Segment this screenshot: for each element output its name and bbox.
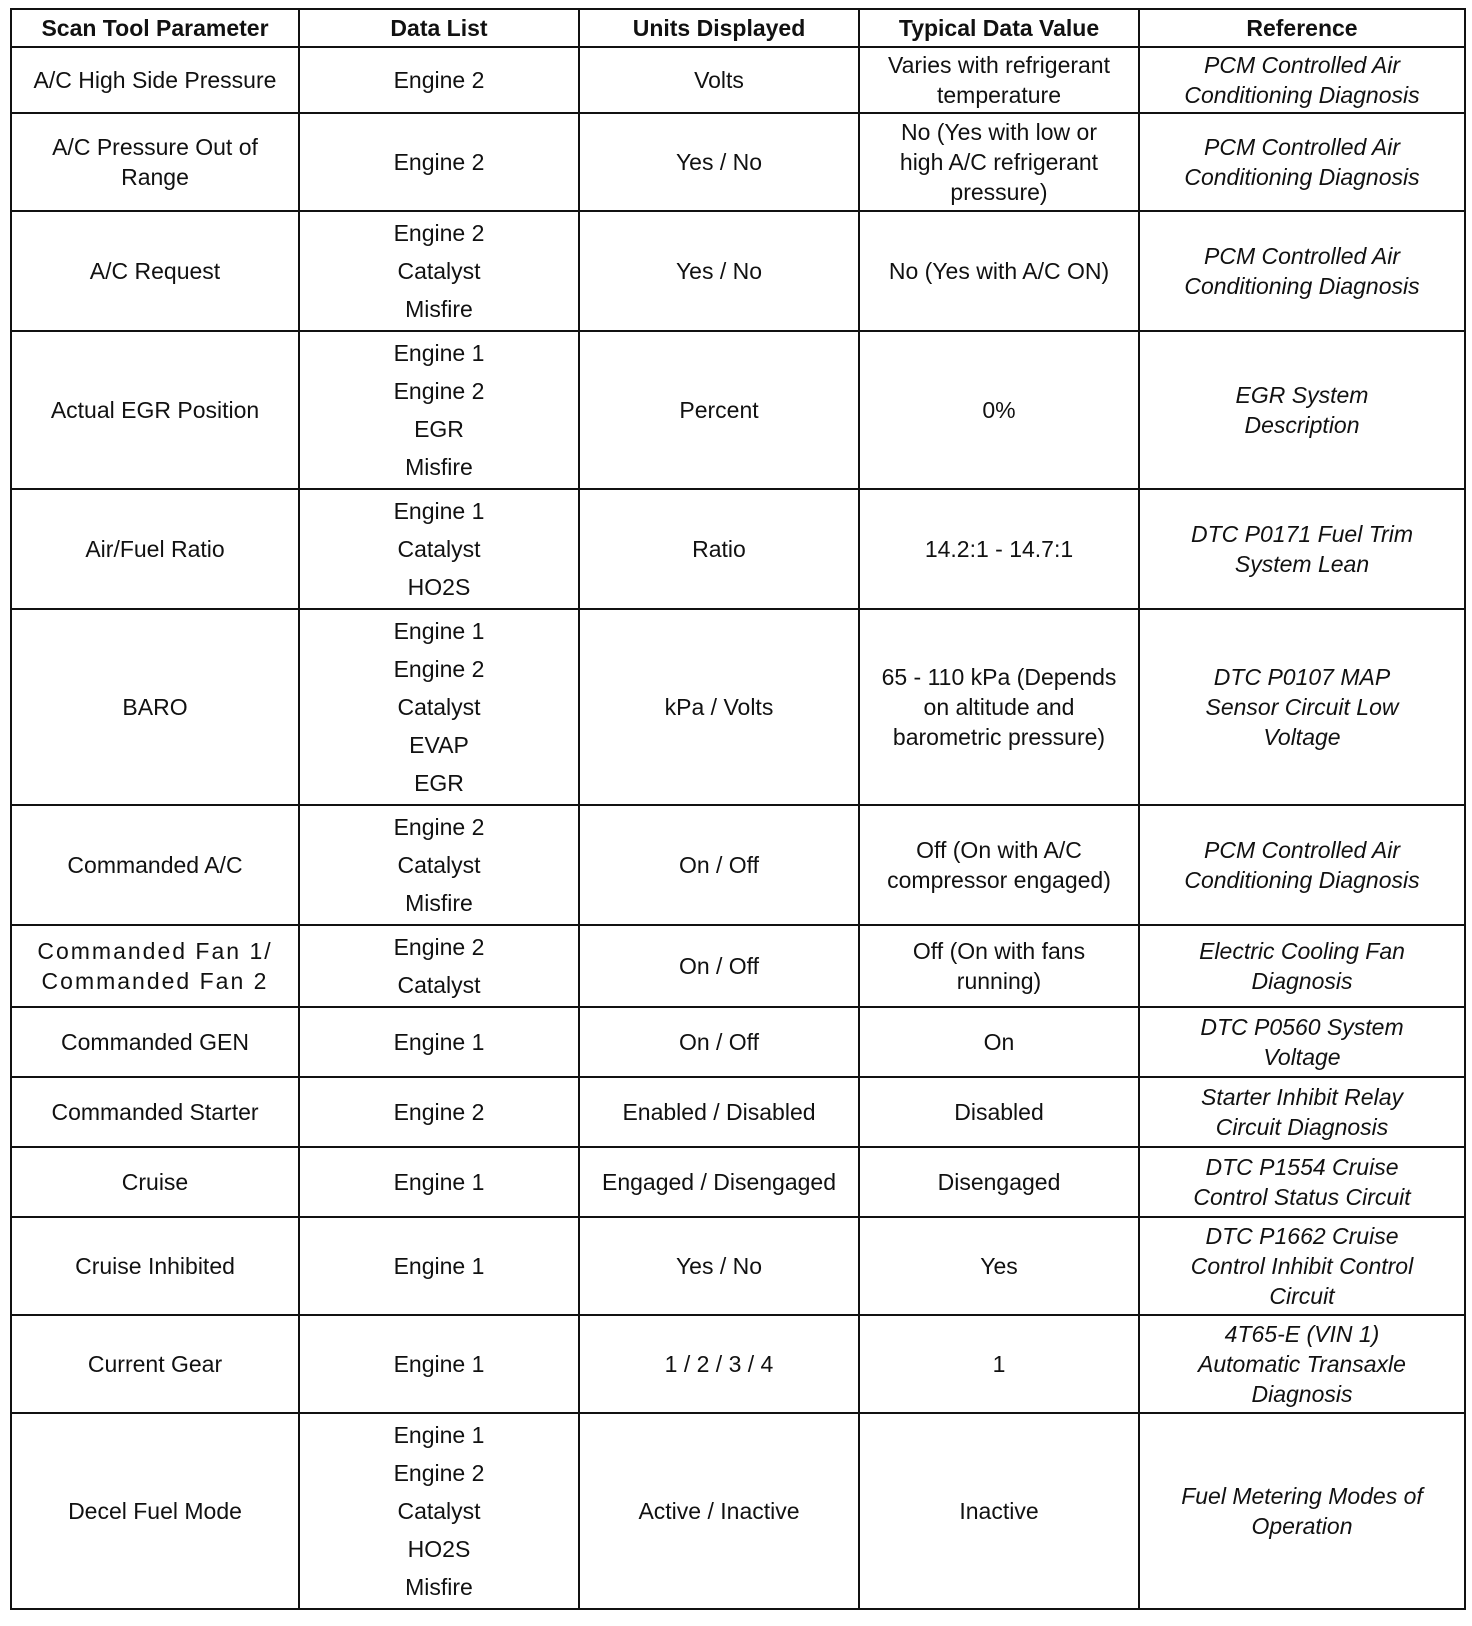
cell-typical-data-value — [859, 1077, 1139, 1147]
header-reference: Reference — [1139, 9, 1465, 47]
cell-scan-tool-parameter: Decel Fuel Mode — [11, 1413, 299, 1609]
reference-line: Diagnosis — [1251, 968, 1353, 994]
table-row — [11, 1217, 1465, 1315]
typical-value-line: Off (On with fans — [912, 938, 1086, 964]
cell-data-list — [299, 489, 579, 609]
data-list-entry: EGR — [414, 770, 464, 796]
cell-reference — [1139, 1217, 1465, 1315]
typical-value-line: 14.2:1 - 14.7:1 — [924, 536, 1074, 562]
reference-line: Fuel Metering Modes of — [1181, 1483, 1423, 1509]
scan-tool-data-table — [10, 8, 1466, 1610]
typical-value-line: temperature — [936, 82, 1061, 108]
cell-reference — [1139, 925, 1465, 1007]
cell-scan-tool-parameter: A/C Pressure Out of Range — [11, 113, 299, 211]
reference-line: DTC P0107 MAP — [1213, 664, 1391, 690]
cell-scan-tool-parameter: Commanded Starter — [11, 1077, 299, 1147]
table-row — [11, 331, 1465, 489]
cell-units-displayed: Ratio — [579, 489, 859, 609]
data-list-entry: Engine 2 — [393, 378, 485, 404]
typical-value-line: Yes — [980, 1253, 1018, 1279]
table-row — [11, 609, 1465, 805]
typical-value-line: compressor engaged) — [887, 867, 1111, 893]
reference-line: Electric Cooling Fan — [1199, 938, 1405, 964]
cell-typical-data-value — [859, 805, 1139, 925]
data-list-entry: Engine 1 — [393, 1029, 485, 1055]
table-row — [11, 113, 1465, 211]
cell-scan-tool-parameter: BARO — [11, 609, 299, 805]
data-list-entry: Engine 2 — [393, 934, 485, 960]
cell-scan-tool-parameter: Cruise Inhibited — [11, 1217, 299, 1315]
cell-units-displayed: Yes / No — [579, 1217, 859, 1315]
data-list-entry: Engine 2 — [393, 220, 485, 246]
reference-line: Circuit — [1269, 1283, 1335, 1309]
cell-typical-data-value — [859, 47, 1139, 113]
reference-line: EGR System — [1235, 382, 1369, 408]
cell-typical-data-value — [859, 1007, 1139, 1077]
reference-line: DTC P1554 Cruise — [1205, 1154, 1399, 1180]
header-units-displayed: Units Displayed — [579, 9, 859, 47]
data-list-entry: Engine 1 — [393, 1422, 485, 1448]
cell-data-list — [299, 1007, 579, 1077]
reference-line: Automatic Transaxle — [1198, 1351, 1406, 1377]
header-scan-tool-parameter: Scan Tool Parameter — [11, 9, 299, 47]
cell-reference — [1139, 1147, 1465, 1217]
reference-line: Conditioning Diagnosis — [1184, 273, 1420, 299]
cell-units-displayed: On / Off — [579, 925, 859, 1007]
cell-typical-data-value — [859, 1147, 1139, 1217]
cell-scan-tool-parameter: A/C Request — [11, 211, 299, 331]
typical-value-line: 0% — [982, 397, 1016, 423]
reference-line: Conditioning Diagnosis — [1184, 82, 1420, 108]
cell-typical-data-value — [859, 925, 1139, 1007]
data-list-entry: Catalyst — [397, 536, 481, 562]
cell-data-list — [299, 1147, 579, 1217]
cell-units-displayed: Enabled / Disabled — [579, 1077, 859, 1147]
reference-line: PCM Controlled Air — [1204, 52, 1400, 78]
table-row — [11, 1007, 1465, 1077]
typical-value-line: high A/C refrigerant — [899, 149, 1099, 175]
cell-reference — [1139, 1077, 1465, 1147]
data-list-entry: Engine 2 — [393, 149, 485, 175]
data-list-entry: Catalyst — [397, 1498, 481, 1524]
cell-units-displayed: On / Off — [579, 805, 859, 925]
data-list-entry: Catalyst — [397, 694, 481, 720]
typical-value-line: on altitude and — [923, 694, 1075, 720]
cell-reference — [1139, 47, 1465, 113]
data-list-entry: Catalyst — [397, 258, 481, 284]
reference-line: System Lean — [1234, 551, 1370, 577]
cell-reference — [1139, 609, 1465, 805]
reference-line: DTC P0560 System — [1200, 1014, 1404, 1040]
table-row — [11, 1315, 1465, 1413]
reference-line: Voltage — [1263, 724, 1341, 750]
table-row — [11, 925, 1465, 1007]
reference-line: Starter Inhibit Relay — [1201, 1084, 1403, 1110]
cell-data-list — [299, 331, 579, 489]
cell-reference — [1139, 1007, 1465, 1077]
typical-value-line: Inactive — [959, 1498, 1039, 1524]
cell-reference — [1139, 1315, 1465, 1413]
cell-typical-data-value — [859, 113, 1139, 211]
table-row — [11, 211, 1465, 331]
typical-value-line: Varies with refrigerant — [888, 52, 1110, 78]
table-row — [11, 805, 1465, 925]
cell-typical-data-value — [859, 609, 1139, 805]
cell-typical-data-value — [859, 1413, 1139, 1609]
cell-scan-tool-parameter: Cruise — [11, 1147, 299, 1217]
cell-typical-data-value — [859, 211, 1139, 331]
reference-line: Operation — [1251, 1513, 1353, 1539]
cell-units-displayed: Volts — [579, 47, 859, 113]
header-row — [11, 9, 1465, 47]
cell-scan-tool-parameter: Commanded A/C — [11, 805, 299, 925]
cell-units-displayed: Active / Inactive — [579, 1413, 859, 1609]
reference-line: PCM Controlled Air — [1204, 134, 1400, 160]
typical-value-line: Disengaged — [937, 1169, 1061, 1195]
reference-line: Control Status Circuit — [1193, 1184, 1411, 1210]
data-list-entry: Misfire — [405, 890, 473, 916]
typical-value-line: No (Yes with A/C ON) — [888, 258, 1110, 284]
data-list-entry: Engine 2 — [393, 656, 485, 682]
data-list-entry: Catalyst — [397, 852, 481, 878]
reference-line: Diagnosis — [1251, 1381, 1353, 1407]
reference-line: Description — [1244, 412, 1360, 438]
data-list-entry: EVAP — [409, 732, 469, 758]
data-list-entry: Engine 1 — [393, 1253, 485, 1279]
cell-reference — [1139, 113, 1465, 211]
typical-value-line: 65 - 110 kPa (Depends — [881, 664, 1117, 690]
cell-data-list — [299, 113, 579, 211]
table-row — [11, 1147, 1465, 1217]
data-list-entry: Misfire — [405, 1574, 473, 1600]
table-row — [11, 1413, 1465, 1609]
cell-scan-tool-parameter: Air/Fuel Ratio — [11, 489, 299, 609]
cell-reference — [1139, 805, 1465, 925]
cell-scan-tool-parameter: A/C High Side Pressure — [11, 47, 299, 113]
cell-typical-data-value — [859, 331, 1139, 489]
cell-scan-tool-parameter: Commanded Fan 1/ Commanded Fan 2 — [11, 925, 299, 1007]
table-body — [11, 47, 1465, 1609]
cell-scan-tool-parameter: Actual EGR Position — [11, 331, 299, 489]
cell-units-displayed: kPa / Volts — [579, 609, 859, 805]
cell-reference — [1139, 331, 1465, 489]
data-list-entry: Misfire — [405, 296, 473, 322]
data-list-entry: Engine 1 — [393, 618, 485, 644]
data-list-entry: Catalyst — [397, 972, 481, 998]
data-list-entry: Engine 2 — [393, 1460, 485, 1486]
data-list-entry: Engine 1 — [393, 1351, 485, 1377]
cell-reference — [1139, 1413, 1465, 1609]
reference-line: PCM Controlled Air — [1204, 837, 1400, 863]
data-list-entry: Engine 1 — [393, 1169, 485, 1195]
data-list-entry: Engine 2 — [393, 814, 485, 840]
cell-data-list — [299, 1077, 579, 1147]
cell-units-displayed: Yes / No — [579, 211, 859, 331]
typical-value-line: On — [983, 1029, 1015, 1055]
typical-value-line: Disabled — [954, 1099, 1044, 1125]
data-list-entry: HO2S — [407, 1536, 471, 1562]
cell-scan-tool-parameter: Current Gear — [11, 1315, 299, 1413]
cell-data-list — [299, 1413, 579, 1609]
cell-units-displayed: Engaged / Disengaged — [579, 1147, 859, 1217]
table-row — [11, 489, 1465, 609]
cell-data-list — [299, 1315, 579, 1413]
data-list-entry: HO2S — [407, 574, 471, 600]
data-list-entry: Engine 2 — [393, 1099, 485, 1125]
reference-line: DTC P0171 Fuel Trim — [1191, 521, 1413, 547]
table-row — [11, 47, 1465, 113]
cell-units-displayed: On / Off — [579, 1007, 859, 1077]
reference-line: Conditioning Diagnosis — [1184, 164, 1420, 190]
cell-data-list — [299, 211, 579, 331]
header-typical-data-value: Typical Data Value — [859, 9, 1139, 47]
reference-line: Circuit Diagnosis — [1215, 1114, 1389, 1140]
cell-data-list — [299, 47, 579, 113]
cell-units-displayed: Yes / No — [579, 113, 859, 211]
data-list-entry: Engine 1 — [393, 340, 485, 366]
cell-reference — [1139, 489, 1465, 609]
data-list-entry: EGR — [414, 416, 464, 442]
cell-scan-tool-parameter: Commanded GEN — [11, 1007, 299, 1077]
cell-data-list — [299, 925, 579, 1007]
reference-line: Sensor Circuit Low — [1205, 694, 1399, 720]
reference-line: Control Inhibit Control — [1190, 1253, 1414, 1279]
data-list-entry: Misfire — [405, 454, 473, 480]
reference-line: DTC P1662 Cruise — [1205, 1223, 1399, 1249]
cell-typical-data-value — [859, 489, 1139, 609]
cell-units-displayed: 1 / 2 / 3 / 4 — [579, 1315, 859, 1413]
typical-value-line: No (Yes with low or — [900, 119, 1097, 145]
reference-line: Voltage — [1263, 1044, 1341, 1070]
typical-value-line: Off (On with A/C — [916, 837, 1082, 863]
data-list-entry: Engine 1 — [393, 498, 485, 524]
typical-value-line: running) — [956, 968, 1042, 994]
cell-reference — [1139, 211, 1465, 331]
cell-units-displayed: Percent — [579, 331, 859, 489]
typical-value-line: barometric pressure) — [892, 724, 1106, 750]
cell-typical-data-value — [859, 1315, 1139, 1413]
cell-data-list — [299, 805, 579, 925]
table-row — [11, 1077, 1465, 1147]
typical-value-line: 1 — [992, 1351, 1006, 1377]
header-data-list: Data List — [299, 9, 579, 47]
cell-data-list — [299, 609, 579, 805]
cell-data-list — [299, 1217, 579, 1315]
reference-line: Conditioning Diagnosis — [1184, 867, 1420, 893]
data-list-entry: Engine 2 — [393, 67, 485, 93]
reference-line: PCM Controlled Air — [1204, 243, 1400, 269]
reference-line: 4T65-E (VIN 1) — [1224, 1321, 1380, 1347]
typical-value-line: pressure) — [950, 179, 1048, 205]
cell-typical-data-value — [859, 1217, 1139, 1315]
